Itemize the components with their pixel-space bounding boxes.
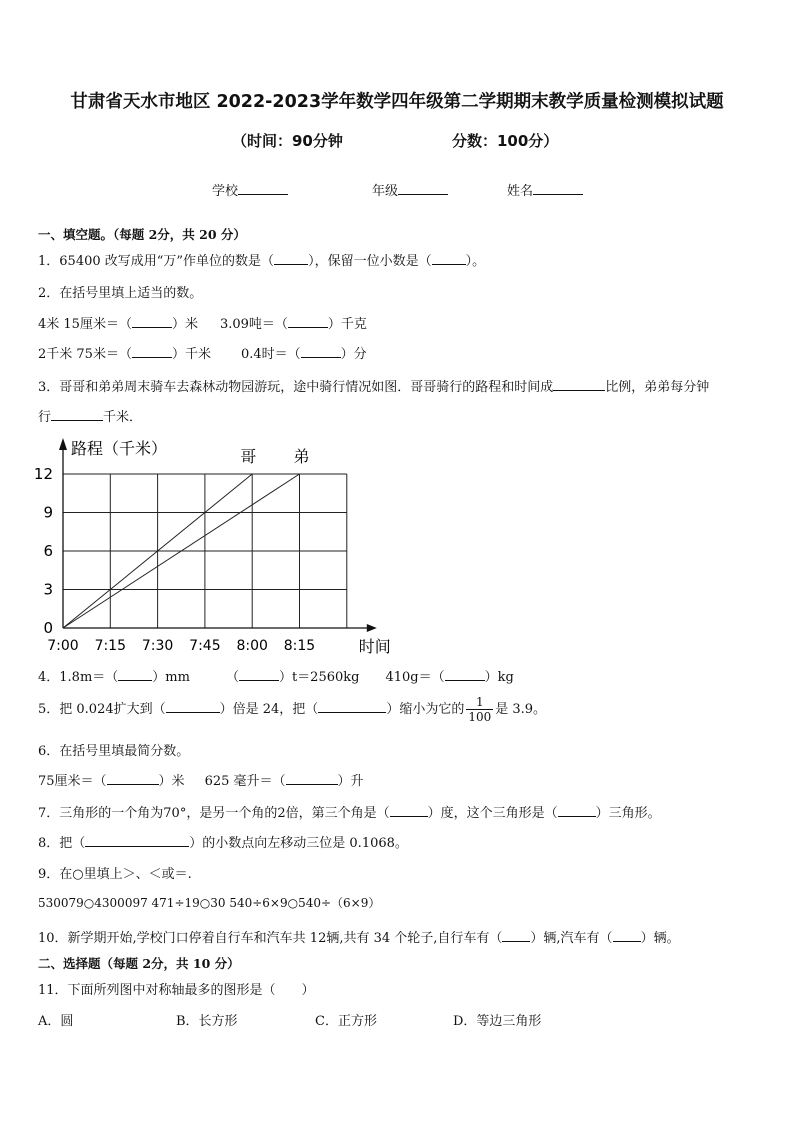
distance-time-chart <box>30 432 391 658</box>
q2-blank-1[interactable] <box>132 315 172 328</box>
name-field <box>507 180 583 199</box>
q11-option-d[interactable]: D．等边三角形 <box>453 1014 542 1029</box>
section-1-title: 一、填空题。（每题 2分，共 20 分） <box>38 227 246 242</box>
q4-blank-1[interactable] <box>118 668 152 681</box>
q5-blank-1[interactable] <box>166 700 220 713</box>
question-2-title: 2．在括号里填上适当的数。 <box>38 286 203 301</box>
question-11-title: 11．下面所列图中对称轴最多的图形是（ ） <box>38 983 315 998</box>
x-tick-label: 7:45 <box>189 638 221 654</box>
q2-blank-4[interactable] <box>301 345 341 358</box>
q11-option-c[interactable]: C．正方形 <box>315 1014 377 1029</box>
grade-label: 年级 <box>372 184 399 199</box>
question-4: 4．1.8m＝（ ）mm （ ）t＝2560kg 410g＝（ ）kg <box>38 670 514 685</box>
x-axis-arrow <box>367 624 377 632</box>
section-2-title: 二、选择题（每题 2分，共 10 分） <box>38 956 240 971</box>
question-6-title: 6．在括号里填最简分数。 <box>38 744 190 759</box>
x-tick-label: 8:00 <box>236 638 268 654</box>
y-tick-label: 3 <box>43 580 53 599</box>
q6-blank-2[interactable] <box>286 772 338 785</box>
exam-time: （时间：90分钟 <box>232 132 343 150</box>
question-6-line: 75厘米＝（ ）米 625 毫升＝（ ）升 <box>38 774 364 789</box>
exam-score: 分数：100分） <box>452 132 559 150</box>
q6-blank-1[interactable] <box>107 772 159 785</box>
question-8: 8．把（ ）的小数点向左移动三位是 0.1068。 <box>38 836 408 851</box>
series-label: 哥 <box>240 447 257 466</box>
name-blank[interactable] <box>533 182 583 195</box>
name-label: 姓名 <box>507 184 534 199</box>
grade-field <box>372 180 448 199</box>
y-tick-label: 6 <box>43 542 53 560</box>
q4-blank-3[interactable] <box>445 668 485 681</box>
question-3-line-1: 3．哥哥和弟弟周末骑车去森林动物园游玩，途中骑行情况如图．哥哥骑行的路程和时间成 比例，弟弟每分钟 <box>38 380 710 395</box>
fraction-one-hundredth: $\frac{1}{100}$ <box>468 695 492 724</box>
x-tick-label: 7:00 <box>47 638 79 654</box>
q7-blank-2[interactable] <box>558 804 596 817</box>
q7-blank-1[interactable] <box>390 804 428 817</box>
question-9-title: 9．在○里填上＞、＜或＝. <box>38 867 192 882</box>
question-2-line-1: 4米 15厘米＝（ ）米 3.09吨＝（ ）千克 <box>38 317 367 332</box>
school-field <box>212 180 288 199</box>
q11-option-a[interactable]: A．圆 <box>38 1014 74 1029</box>
grade-blank[interactable] <box>398 182 448 195</box>
page-title: 甘肃省天水市地区 2022-2023学年数学四年级第二学期期末教学质量检测模拟试题 <box>70 92 724 112</box>
question-7: 7．三角形的一个角为70°，是另一个角的2倍，第三个角是（ ）度，这个三角形是（ ）三角形。 <box>38 806 661 821</box>
q1-blank-1[interactable] <box>274 252 308 265</box>
y-axis-arrow <box>59 438 67 450</box>
school-blank[interactable] <box>238 182 288 195</box>
q1-blank-2[interactable] <box>432 252 466 265</box>
question-5: 5．把 0.024扩大到（ ）倍是 24，把（ ）缩小为它的 $\frac{1}{100}$ 是 3.9。 <box>38 695 547 724</box>
q4-blank-2[interactable] <box>239 668 279 681</box>
school-label: 学校 <box>212 184 239 199</box>
q3-blank-2[interactable] <box>51 408 103 421</box>
x-tick-label: 8:15 <box>283 638 316 654</box>
q2-blank-3[interactable] <box>132 345 172 358</box>
y-tick-label: 9 <box>43 503 53 522</box>
q8-blank-1[interactable] <box>85 834 189 847</box>
q10-blank-1[interactable] <box>502 929 530 942</box>
q5-blank-2[interactable] <box>318 700 386 713</box>
question-1: 1．65400 改写成用“万”作单位的数是（ ），保留一位小数是（ ）。 <box>38 254 486 269</box>
q11-option-b[interactable]: B．长方形 <box>176 1014 238 1029</box>
question-9-items: 530079○4300097 471÷19○30 540÷6×9○540÷（6×9） <box>38 896 381 910</box>
question-3-line-2: 行 千米． <box>38 410 143 425</box>
x-tick-label: 7:15 <box>94 638 127 654</box>
x-tick-label: 7:30 <box>141 638 174 654</box>
y-tick-label: 12 <box>33 465 53 483</box>
series-label: 弟 <box>293 447 310 466</box>
q3-blank-1[interactable] <box>553 378 605 391</box>
question-10: 10．新学期开始,学校门口停着自行车和汽车共 12辆,共有 34 个轮子,自行车有（ ）辆,汽车有（ ）辆。 <box>38 931 680 946</box>
x-axis-label: 时间 <box>358 637 391 656</box>
question-2-line-2: 2千米 75米＝（ ）千米 0.4时＝（ ）分 <box>38 347 367 362</box>
q2-blank-2[interactable] <box>288 315 328 328</box>
y-tick-label: 0 <box>43 619 53 637</box>
y-axis-label: 路程（千米） <box>71 439 168 458</box>
q10-blank-2[interactable] <box>613 929 641 942</box>
